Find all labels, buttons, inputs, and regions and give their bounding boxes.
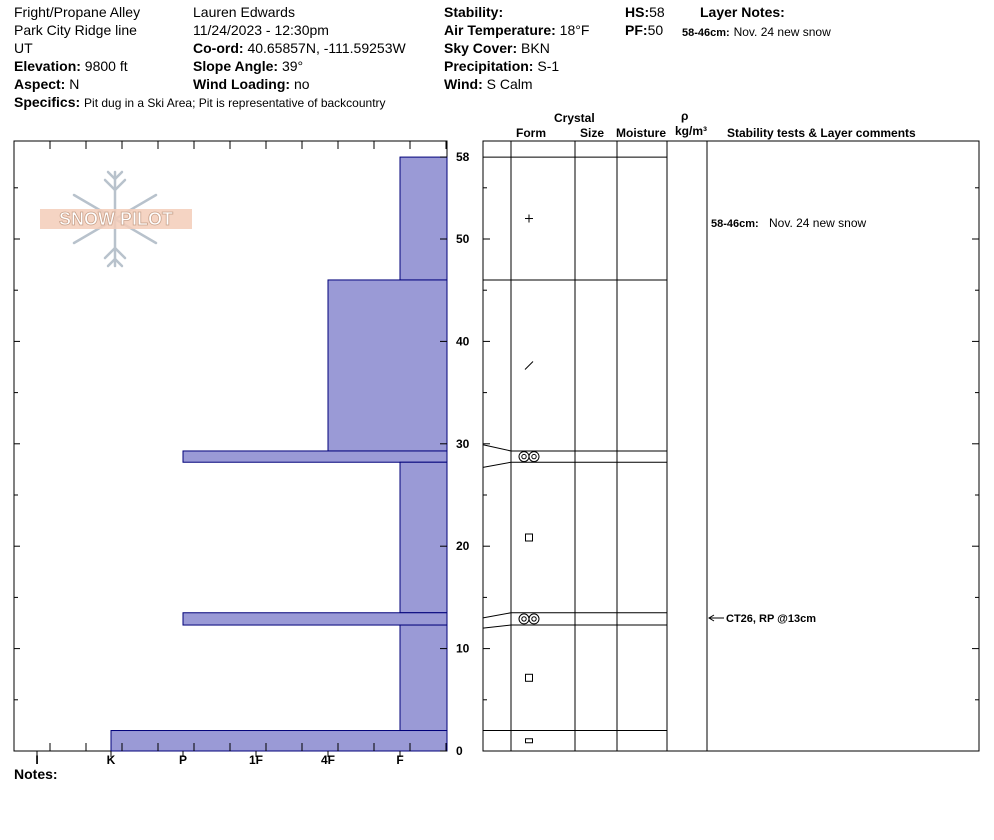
- area-name: Park City Ridge line: [14, 22, 137, 38]
- comments-header: Stability tests & Layer comments: [727, 126, 916, 140]
- hardness-bar-5: [400, 625, 447, 730]
- coord-label: Co-ord:: [193, 40, 244, 56]
- stability-label: Stability:: [444, 4, 504, 20]
- rho-header: ρ: [681, 109, 689, 123]
- sky-value: BKN: [521, 40, 550, 56]
- x-tick-label: I: [35, 753, 39, 767]
- decomposing-grain-icon: [525, 361, 533, 369]
- hardness-bar-1: [328, 280, 447, 451]
- comment-range: 58-46cm:: [711, 218, 759, 230]
- y-tick-label: 10: [456, 641, 470, 656]
- layer-connector: [483, 462, 511, 467]
- hardness-bar-3: [400, 462, 447, 613]
- layer-note-range: 58-46cm:: [682, 27, 730, 39]
- x-tick-label: K: [106, 753, 116, 767]
- rounded-grain-icon: [519, 614, 529, 624]
- elevation-label: Elevation:: [14, 58, 81, 74]
- hardness-bar-2: [183, 451, 447, 462]
- rounded-grain-icon: [519, 452, 529, 462]
- layer-connector: [483, 625, 511, 628]
- wind-value: S Calm: [486, 76, 533, 92]
- pf-label: PF:: [625, 22, 648, 38]
- x-tick-label: 1F: [248, 753, 264, 767]
- location-name: Fright/Propane Alley: [14, 4, 141, 20]
- aspect-label: Aspect:: [14, 76, 66, 92]
- grain-symbols: [519, 215, 539, 743]
- form-header: Form: [516, 126, 546, 140]
- rounded-grain-icon: [529, 614, 539, 624]
- x-tick-label: P: [178, 753, 188, 767]
- wind-label: Wind:: [444, 76, 483, 92]
- y-tick-label: 0: [456, 744, 463, 758]
- rounded-grain-icon: [529, 452, 539, 462]
- elevation-value: 9800 ft: [84, 58, 128, 74]
- hardness-bars: [111, 157, 447, 751]
- air-temp-value: 18°F: [559, 22, 590, 38]
- precip-value: S-1: [537, 58, 560, 74]
- layer-connector: [483, 445, 511, 451]
- state-name: UT: [14, 40, 33, 56]
- hs-value: 58: [649, 4, 665, 20]
- wind-loading-value: no: [293, 76, 310, 92]
- rounded-grain-icon: [532, 454, 536, 458]
- small-grain-icon: [526, 739, 533, 743]
- crystal-header: Crystal: [554, 111, 595, 125]
- layer-note-text: Nov. 24 new snow: [733, 25, 831, 39]
- coord-value: 40.65857N, -111.59253W: [247, 40, 406, 56]
- y-tick-label: 40: [456, 334, 470, 349]
- wind-loading-label: Wind Loading:: [193, 76, 291, 92]
- hardness-axis: [35, 751, 403, 767]
- table-columns: [511, 141, 707, 751]
- rounded-grain-icon: [532, 617, 536, 621]
- observation-datetime: 11/24/2023 - 12:30pm: [193, 22, 329, 38]
- faceted-grain-icon: [526, 674, 533, 681]
- faceted-grain-icon: [526, 534, 533, 541]
- test-result-text: CT26, RP @13cm: [726, 613, 817, 625]
- hardness-bar-6: [111, 731, 447, 751]
- test-result-arrow: [709, 615, 724, 621]
- y-tick-label: 30: [456, 436, 470, 451]
- x-tick-label: F: [396, 753, 404, 767]
- hardness-bar-4: [183, 613, 447, 625]
- hs-label: HS:: [625, 4, 650, 20]
- pf-value: 50: [647, 22, 664, 38]
- slope-value: 39°: [281, 58, 304, 74]
- layer-notes-label: Layer Notes:: [700, 4, 785, 20]
- notes-label: Notes:: [14, 766, 58, 782]
- logo-text: SNOW PILOT: [59, 209, 173, 229]
- x-tick-label: 4F: [320, 753, 336, 767]
- rounded-grain-icon: [522, 454, 526, 458]
- layer-connector: [483, 613, 511, 618]
- aspect-value: N: [69, 76, 80, 92]
- layer-table-frame: [483, 141, 979, 751]
- precip-label: Precipitation:: [444, 58, 534, 74]
- specifics-value: Pit dug in a Ski Area; Pit is representative of backcountry: [84, 96, 386, 110]
- comment-text: Nov. 24 new snow: [769, 216, 867, 230]
- density-unit-header: kg/m³: [675, 124, 708, 138]
- air-temp-label: Air Temperature:: [444, 22, 556, 38]
- slope-label: Slope Angle:: [193, 58, 279, 74]
- rounded-grain-icon: [522, 617, 526, 621]
- specifics-label: Specifics:: [14, 94, 81, 110]
- moisture-header: Moisture: [616, 126, 667, 140]
- observer-name: Lauren Edwards: [193, 4, 295, 20]
- size-header: Size: [580, 126, 605, 140]
- hardness-bar-0: [400, 157, 447, 280]
- sky-label: Sky Cover:: [444, 40, 518, 56]
- snow-pilot-logo: [40, 172, 192, 266]
- y-tick-label: 50: [456, 232, 470, 246]
- y-tick-label: 20: [456, 539, 470, 554]
- y-tick-label: 58: [456, 150, 470, 165]
